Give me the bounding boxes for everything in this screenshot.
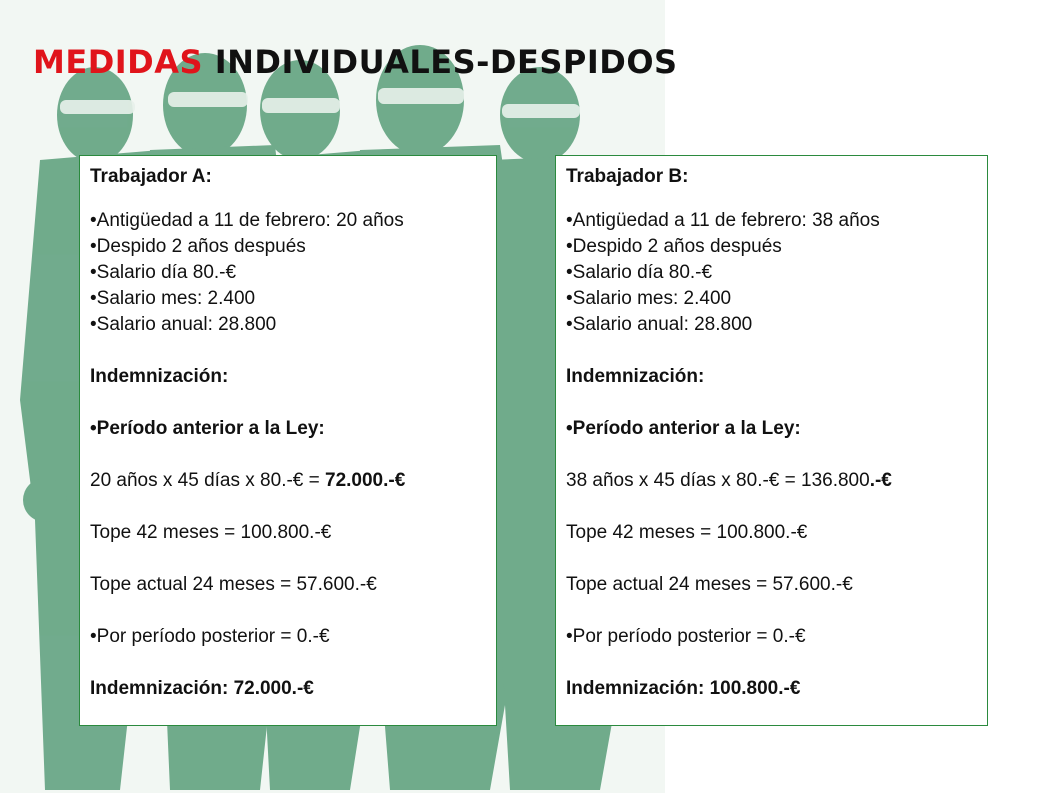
tope-24-line: Tope actual 24 meses = 57.600.-€ <box>566 574 853 595</box>
worker-b-box <box>555 155 988 726</box>
bullet-item: •Salario anual: 28.800 <box>566 314 753 335</box>
bullet-item: •Antigüedad a 11 de febrero: 38 años <box>566 210 880 231</box>
title-word-medidas: MEDIDAS <box>33 43 204 81</box>
bullet-item: •Despido 2 años después <box>566 236 782 257</box>
calculation-line <box>90 468 486 494</box>
bullet-item: •Despido 2 años después <box>90 236 306 257</box>
posterior-line: •Por período posterior = 0.-€ <box>566 626 806 647</box>
posterior-line: •Por período posterior = 0.-€ <box>90 626 330 647</box>
calc-result: .-€ <box>869 470 892 491</box>
page-title <box>33 42 678 82</box>
period-label: •Período anterior a la Ley: <box>90 418 325 439</box>
calc-prefix: 38 años x 45 días x 80.-€ = 136.800 <box>566 470 870 491</box>
calc-prefix: 20 años x 45 días x 80.-€ = <box>90 470 326 491</box>
total-line: Indemnización: 100.800.-€ <box>566 678 801 699</box>
worker-heading: Trabajador A: <box>90 166 212 187</box>
calc-result: 72.000.-€ <box>325 470 406 491</box>
period-label: •Período anterior a la Ley: <box>566 418 801 439</box>
bullet-item: •Salario anual: 28.800 <box>90 314 277 335</box>
bullet-item: •Salario día 80.-€ <box>90 262 237 283</box>
bullet-item: •Salario día 80.-€ <box>566 262 713 283</box>
indemnizacion-label: Indemnización: <box>566 366 705 387</box>
tope-42-line: Tope 42 meses = 100.800.-€ <box>90 522 332 543</box>
tope-42-line: Tope 42 meses = 100.800.-€ <box>566 522 808 543</box>
bullet-item: •Antigüedad a 11 de febrero: 20 años <box>90 210 404 231</box>
indemnizacion-label: Indemnización: <box>90 366 229 387</box>
calculation-line <box>566 468 977 494</box>
tope-24-line: Tope actual 24 meses = 57.600.-€ <box>90 574 377 595</box>
worker-heading: Trabajador B: <box>566 166 689 187</box>
bullet-item: •Salario mes: 2.400 <box>566 288 732 309</box>
title-word-individuales: INDIVIDUALES-DESPIDOS <box>214 43 678 81</box>
total-line: Indemnización: 72.000.-€ <box>90 678 314 699</box>
bullet-item: •Salario mes: 2.400 <box>90 288 256 309</box>
worker-a-box <box>79 155 497 726</box>
